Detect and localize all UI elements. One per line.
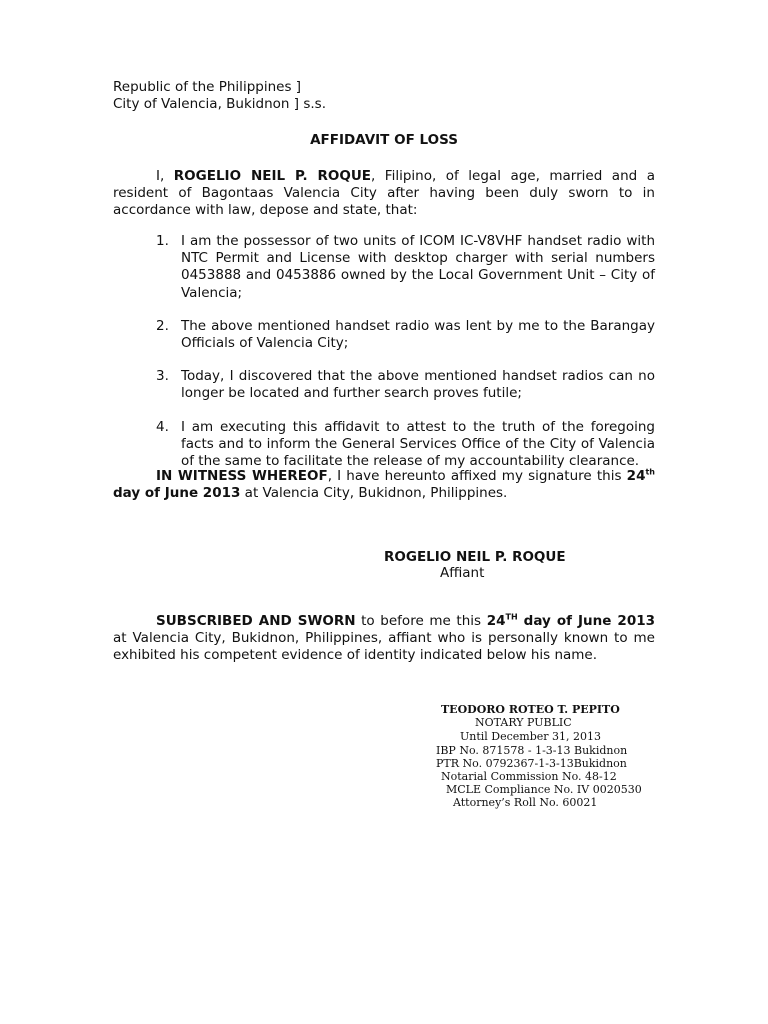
venue-line-city: City of Valencia, Bukidnon ] s.s. [113,96,326,112]
document-title: AFFIDAVIT OF LOSS [310,132,458,148]
notary-roll: Attorney’s Roll No. 60021 [453,796,598,809]
witness-day: 24 [626,468,646,484]
notary-commission: Notarial Commission No. 48-12 [441,770,617,783]
notary-name: TEODORO ROTEO T. PEPITO [441,703,620,716]
jurat-day-suffix: TH [505,612,518,622]
list-item-text: I am executing this affidavit to attest to the truth of the foregoing facts and to inform the General Services Office of the City of Valencia of the same to facilitate the release of my accountability clearance. [181,418,655,470]
list-item-number: 3. [156,368,169,385]
notary-ptr: PTR No. 0792367-1-3-13Bukidnon [436,757,627,770]
jurat-date: day of June 2013 [517,613,655,629]
list-item [113,318,655,352]
intro-post: , Filipino, of legal age, married and a resident of Bagontaas Valencia City after having been duly sworn to in accordance with law, depose and state, that: [113,168,655,219]
witness-mid: , I have hereunto affixed my signature this [327,468,627,484]
intro-paragraph [113,168,655,220]
list-item-number: 2. [156,317,169,334]
intro-affiant-name: ROGELIO NEIL P. ROQUE [173,168,372,184]
witness-date: day of June 2013 [113,485,241,502]
list-item-text: The above mentioned handset radio was lent by me to the Barangay Officials of Valencia City; [181,317,655,352]
jurat-day: 24 [486,613,506,629]
witness-tail: at Valencia City, Bukidnon, Philippines. [240,485,508,502]
affiant-name: ROGELIO NEIL P. ROQUE [384,549,566,565]
affiant-role: Affiant [440,565,485,581]
witness-paragraph [113,468,655,502]
venue-block [113,79,326,113]
jurat-mid: to before me this [355,613,487,629]
jurat-tail: at Valencia City, Bukidnon, Philippines, affiant who is personally known to me exhibited his competent evidence of identity indicated below his name. [113,630,655,664]
notary-mcle: MCLE Compliance No. IV 0020530 [446,783,642,796]
notary-ibp: IBP No. 871578 - 1-3-13 Bukidnon [436,744,628,757]
intro-pre: I, [156,168,174,184]
list-item-number: 1. [156,233,169,249]
venue-line-republic: Republic of the Philippines ] [113,79,302,95]
list-item-text: Today, I discovered that the above mentioned handset radios can no longer be located and further search proves futile; [181,368,655,402]
notary-until: Until December 31, 2013 [460,730,602,743]
list-item [113,419,655,471]
statement-list [113,233,655,486]
list-item-number: 4. [156,418,169,435]
witness-day-suffix: th [645,467,655,477]
list-item [113,233,655,302]
jurat-paragraph [113,613,655,665]
witness-lead: IN WITNESS WHEREOF [156,468,328,484]
notary-title: NOTARY PUBLIC [475,716,572,729]
jurat-lead: SUBSCRIBED AND SWORN [156,613,356,629]
list-item [113,368,655,402]
list-item-text: I am the possessor of two units of ICOM IC-V8VHF handset radio with NTC Permit and License with desktop charger with serial numbers 0453888 and 0453886 owned by the Local Government Unit – City of Valencia; [181,233,655,301]
